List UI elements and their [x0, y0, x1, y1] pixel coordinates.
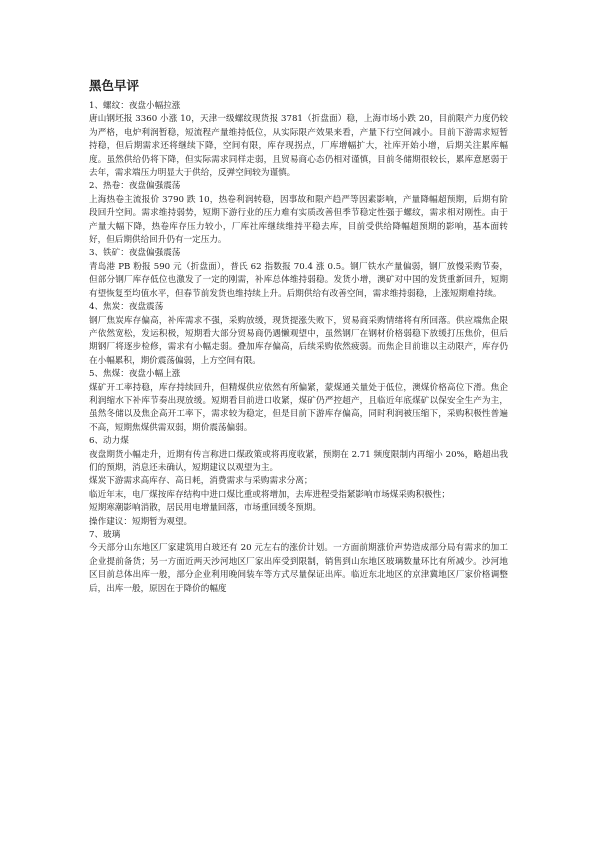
section-paragraph: 今天部分山东地区厂家建筑用白玻还有 20 元左右的涨价计划。一方面前期涨价声势造成部分局有需求的加工企业提前备货；另一方面近两天沙河地区厂家出库受到限制，销售到山东地区玻璃数量环比有所减少。沙河地区目前总体出库一般，部分企业利用晚间装车等方式尽量保证出库。临近东北地区的京津冀地区厂家价格调整后，出库一般，原因在于降价的幅度	[89, 543, 508, 594]
section-paragraph: 青岛港 PB 粉报 590 元（折盘面），普氏 62 指数报 70.4 涨 0.5。钢厂铁水产量偏弱，钢厂放慢采购节奏，但部分钢厂库存低位也激发了一定的刚需，补库总体维持弱稳。发货小增，澳矿对中国的发货重新回升，短期有望恢复至均值水平，但春节前发货也维持续上升。后期供给有改善空间，需求维持弱稳，上涨短期难持续。	[89, 261, 508, 299]
section-paragraph: 夜盘期货小幅走升，近期有传言称进口煤政策或将再度收紧，预期在 2.71 频度限制内再缩小 20%，略超出我们的预期，消息还未确认，短期建议以观望为主。	[89, 449, 508, 473]
section-paragraph: 唐山钢坯报 3360 小涨 10，天津一级螺纹现货报 3781（折盘面）稳，上海市场小跌 20，目前限产力度仍较为严格，电炉利润暂稳，短流程产量维持低位，从实际限产效果来看，产量下行空间减小。目前下游需求短暂持稳，但后期需求还将继续下降，空间有限，库存现拐点，厂库增幅扩大，社库开始小增，后期关注累库幅度。虽然供给仍将下降，但实际需求同样走弱，且贸易商心态仍相对谨慎，目前冬储期很较长，累库意愿弱于去年，需求端压力明显大于供给，反弹空间较为谨慎。	[89, 114, 508, 179]
document-title: 黑色早评	[89, 78, 140, 93]
section-heading: 2、热卷：夜盘偏强震荡	[89, 181, 181, 192]
section-paragraph: 上海热卷主流报价 3790 跌 10，热卷利润转稳，因事故和限产趋严等因素影响，产量降幅超预期，后期有阶段回升空间。需求维持弱势，短期下游行业的压力难有实质改善但季节稳定性强于螺纹，需求相对刚性。由于产量大幅下降，热卷库存压力较小，厂库社库继续维持平稳去库，目前受供给降幅超预期的影响，基本面转好，但后期供给回升仍有一定压力。	[89, 194, 508, 246]
section-paragraph: 煤炭下游需求高库存、高日耗，消费需求与采购需求分离；	[89, 476, 313, 487]
section-heading: 4、焦炭：夜盘震荡	[89, 302, 164, 313]
document-page	[89, 78, 508, 596]
section-heading: 3、铁矿：夜盘偏强震荡	[89, 248, 181, 259]
section-heading: 7、玻璃	[89, 530, 121, 540]
section-heading: 6、动力煤	[89, 436, 129, 447]
section-heading: 1、螺纹：夜盘小幅拉涨	[89, 101, 181, 111]
section-paragraph: 操作建议：短期暂为观望。	[89, 516, 193, 527]
document-body	[89, 100, 508, 596]
section-paragraph: 短期寒潮影响消散，居民用电增量回落，市场重回缓冬预期。	[89, 503, 322, 514]
section-paragraph: 临近年末，电厂煤按库存结构中进口煤比重或将增加，去库进程受指紧影响市场煤采购积极性；	[89, 489, 450, 500]
section-heading: 5、焦煤：夜盘小幅上涨	[89, 369, 181, 380]
section-paragraph: 钢厂焦炭库存偏高，补库需求不强，采购放缓，现货提涨失败下，贸易商采购情绪将有所回落。供应端焦企限产依然宽松，发运积极，短期看大部分贸易商仍遇懒观望中，虽然钢厂在钢材价格弱稳下放缓打压焦价，但后期钢厂将逐步检修，需求有小幅走弱。叠加库存偏高，后续采购依然疲弱。而焦企目前谁以主动限产，库存仍在小幅累积，期价震荡偏弱，上方空间有限。	[89, 315, 508, 366]
section-paragraph: 煤矿开工率持稳，库存持续回升，但精煤供应依然有所偏紧，蒙煤通关量处于低位，澳煤价格高位下滑。焦企利润缩水下补库节奏出现放缓。短期看目前进口收紧，煤矿仍严控超产，且临近年底煤矿以保安全生产为主，虽然冬储以及焦企高开工率下，需求较为稳定，但是目前下游库存偏高，同时利润被压缩下，采购积极性普遍不高，短期焦煤供需双弱，期价震荡偏弱。	[89, 382, 508, 433]
